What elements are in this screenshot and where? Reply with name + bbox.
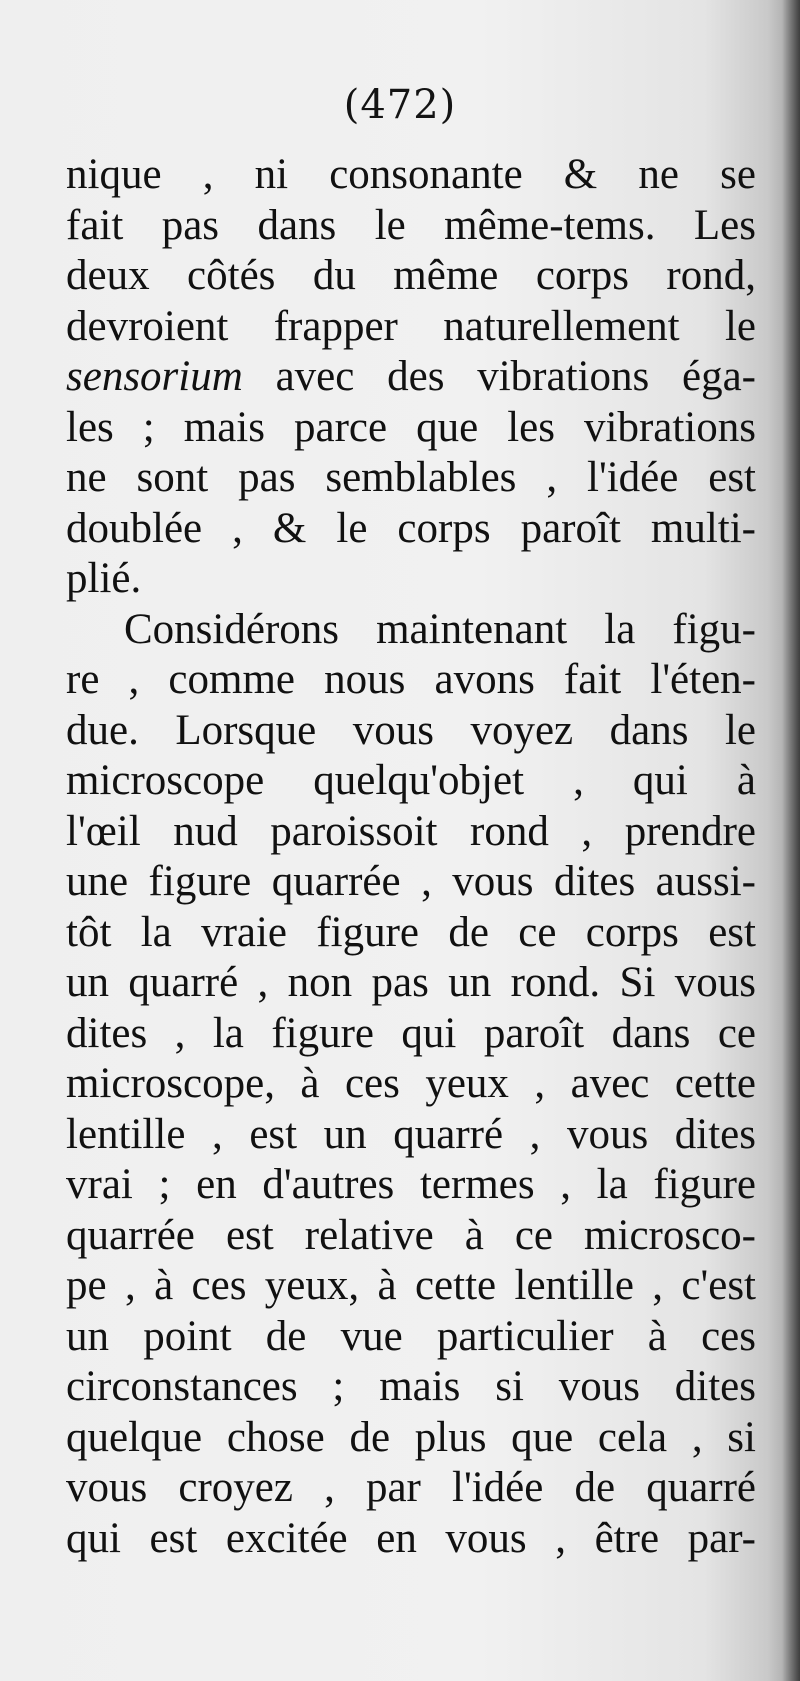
text-line: nique , ni consonante & ne se <box>66 151 756 198</box>
text-line: due. Lorsque vous voyez dans le <box>66 706 756 754</box>
text-line: deux côtés du même corps rond, <box>66 252 756 299</box>
page-number: (472) <box>343 82 457 128</box>
text-line: circonstances ; mais si vous dites <box>66 1363 756 1410</box>
text-line: dites , la figure qui paroît dans ce <box>66 1009 756 1057</box>
text-fragment: avec des vibrations éga- <box>242 353 756 400</box>
text-line: vrai ; en d'autres termes , la figure <box>66 1161 756 1208</box>
text-line: devroient frapper naturellement le <box>66 302 756 350</box>
text-line: qui est excitée en vous , être par- <box>66 1514 756 1562</box>
text-line: un quarré , non pas un rond. Si vous <box>66 959 756 1006</box>
text-line: plié. <box>66 555 142 602</box>
text-line: tôt la vraie figure de ce corps est <box>66 908 756 956</box>
text-line <box>66 352 756 403</box>
text-line: vous croyez , par l'idée de quarré <box>66 1464 756 1511</box>
text-line: quarrée est relative à ce microsco- <box>66 1211 756 1259</box>
paragraph-start-line: Considérons maintenant la figu- <box>124 605 756 653</box>
body-text <box>66 150 756 1564</box>
text-line: un point de vue particulier à ces <box>66 1312 756 1360</box>
text-line: lentille , est un quarré , vous dites <box>66 1110 756 1158</box>
text-line: ne sont pas semblables , l'idée est <box>66 454 756 501</box>
text-line: quelque chose de plus que cela , si <box>66 1413 756 1461</box>
text-line: une figure quarrée , vous dites aussi- <box>66 858 756 905</box>
text-line: microscope quelqu'objet , qui à <box>66 757 756 804</box>
text-line: microscope, à ces yeux , avec cette <box>66 1060 756 1107</box>
text-line: fait pas dans le même-tems. Les <box>66 201 756 249</box>
text-line: l'œil nud paroissoit rond , prendre <box>66 807 756 855</box>
text-line: les ; mais parce que les vibrations <box>66 403 756 451</box>
italic-term: sensorium <box>66 353 243 400</box>
text-line: doublée , & le corps paroît multi- <box>66 504 756 552</box>
text-line: re , comme nous avons fait l'éten- <box>66 656 756 703</box>
page-edge-shadow <box>782 0 800 1681</box>
text-line: pe , à ces yeux, à cette lentille , c'est <box>66 1262 756 1309</box>
